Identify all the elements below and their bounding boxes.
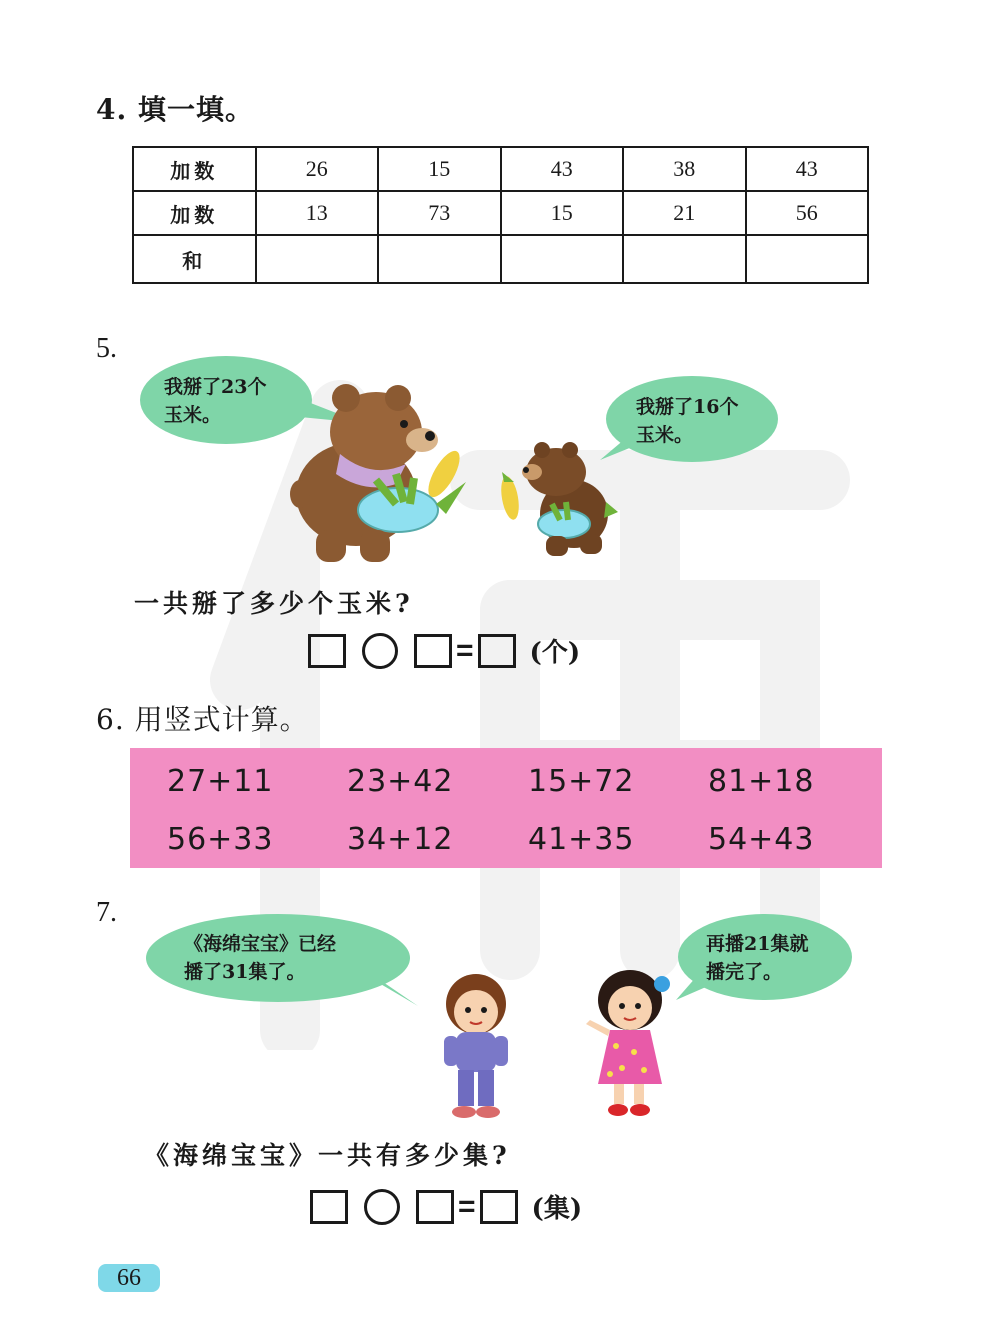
boy-illustration [434, 972, 518, 1120]
bubble-line: 玉米。 [164, 404, 222, 426]
answer-cell[interactable] [746, 235, 869, 283]
big-bear-illustration [286, 384, 476, 568]
bear-small-speech-bubble [606, 376, 778, 462]
unit-label: (集) [531, 1194, 583, 1224]
answer-cell[interactable] [501, 235, 623, 283]
girl-illustration [582, 966, 676, 1118]
q4-title: 4. 填一填。 [96, 93, 254, 126]
row-label: 加数 [133, 191, 256, 235]
table-row [133, 235, 868, 283]
calc-item: 23+42 [347, 764, 454, 799]
answer-box[interactable] [308, 634, 346, 668]
answer-box[interactable] [310, 1190, 348, 1224]
calc-item: 27+11 [167, 764, 274, 799]
unit-label: (个) [529, 638, 581, 668]
answer-cell[interactable] [623, 235, 745, 283]
answer-box[interactable] [480, 1190, 518, 1224]
q7-equation [310, 1188, 582, 1225]
table-cell: 43 [501, 147, 623, 191]
bubble-line: 我掰了23个 [164, 376, 267, 398]
bubble-line: 《海绵宝宝》已经 [184, 933, 337, 955]
table-cell: 73 [378, 191, 500, 235]
equals-sign: = [456, 633, 474, 667]
answer-box[interactable] [478, 634, 516, 668]
answer-box[interactable] [416, 1190, 454, 1224]
q7-number: 7. [96, 897, 117, 928]
q5-equation [308, 632, 580, 669]
operator-circle[interactable] [364, 1189, 400, 1225]
table-cell: 15 [501, 191, 623, 235]
girl-speech-bubble [678, 914, 852, 1000]
calculation-block [130, 748, 882, 868]
answer-cell[interactable] [378, 235, 500, 283]
row-label: 加数 [133, 147, 256, 191]
table-cell: 38 [623, 147, 745, 191]
answer-box[interactable] [414, 634, 452, 668]
bubble-line: 我掰了16个 [636, 396, 739, 418]
answer-cell[interactable] [256, 235, 378, 283]
calc-item: 41+35 [528, 822, 635, 857]
boy-speech-bubble [146, 914, 410, 1002]
page-number: 66 [98, 1264, 160, 1292]
bubble-line: 播完了。 [706, 961, 783, 983]
row-label: 和 [133, 235, 256, 283]
bubble-line: 播了31集了。 [184, 961, 306, 983]
q6-title: 6. 用竖式计算。 [96, 703, 309, 736]
q5-number: 5. [96, 333, 117, 364]
table-cell: 21 [623, 191, 745, 235]
bubble-line: 玉米。 [636, 424, 694, 446]
operator-circle[interactable] [362, 633, 398, 669]
q5-question: 一共掰了多少个玉米? [134, 589, 414, 618]
addition-table [132, 146, 869, 284]
calc-item: 54+43 [708, 822, 815, 857]
calc-item: 15+72 [528, 764, 635, 799]
calc-item: 81+18 [708, 764, 815, 799]
table-cell: 56 [746, 191, 869, 235]
calc-item: 34+12 [347, 822, 454, 857]
table-row [133, 147, 868, 191]
q7-question: 《海绵宝宝》一共有多少集? [144, 1141, 511, 1170]
table-cell: 43 [746, 147, 869, 191]
table-cell: 15 [378, 147, 500, 191]
small-bear-illustration [494, 442, 624, 558]
table-cell: 13 [256, 191, 378, 235]
table-row [133, 191, 868, 235]
calc-item: 56+33 [167, 822, 274, 857]
bubble-line: 再播21集就 [706, 933, 809, 955]
table-cell: 26 [256, 147, 378, 191]
equals-sign: = [458, 1189, 476, 1223]
